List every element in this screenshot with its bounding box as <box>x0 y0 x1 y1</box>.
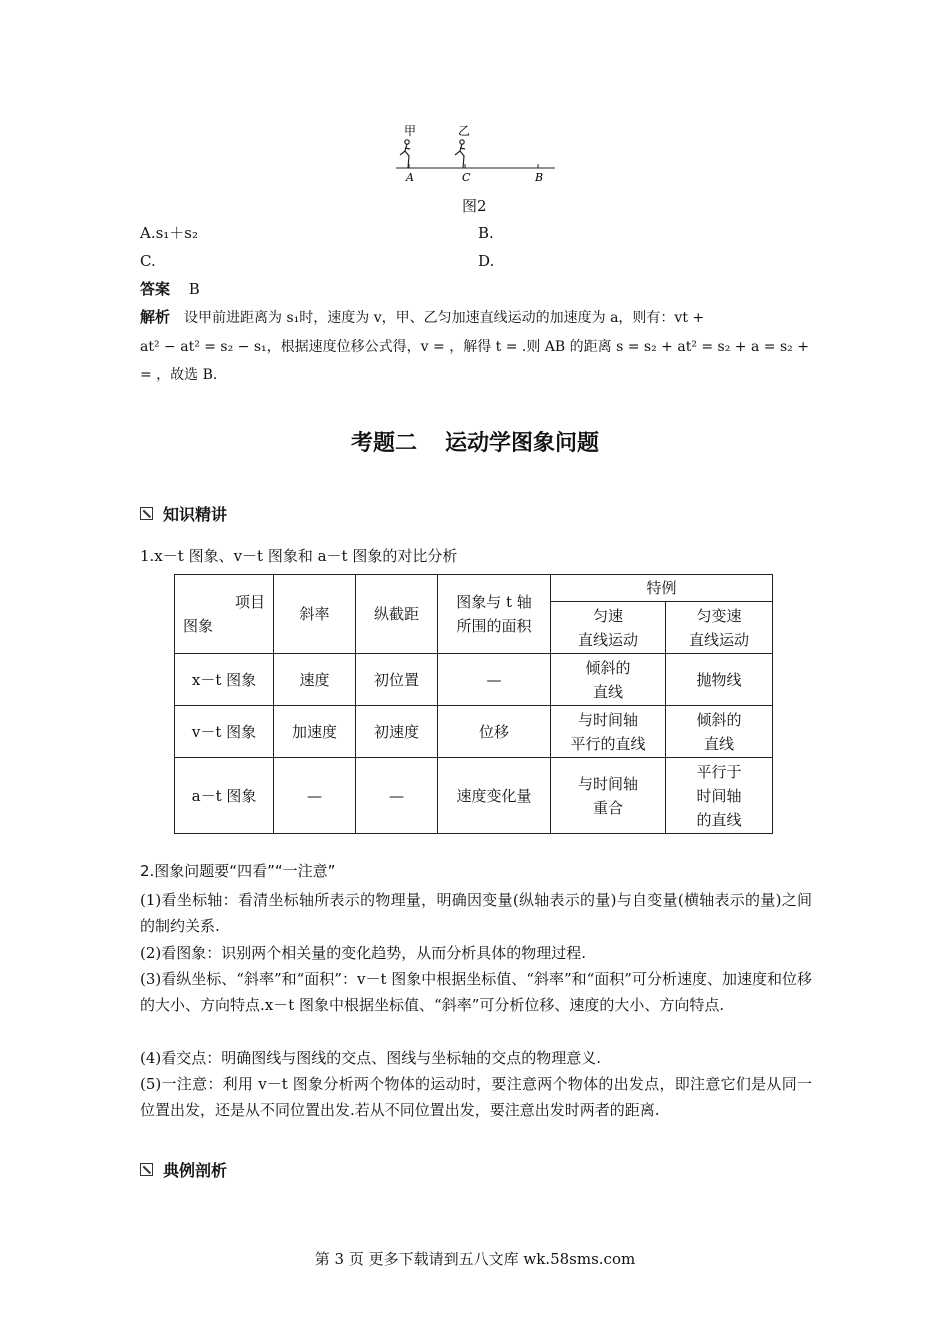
header-special: 特例 <box>551 575 773 602</box>
row-slope: 加速度 <box>274 706 356 758</box>
table-row <box>175 706 773 758</box>
row-uniform <box>551 654 666 706</box>
section-name: 运动学图象问题 <box>445 431 600 456</box>
item2-point-5: (5)一注意：利用 v－t 图象分析两个物体的运动时，要注意两个物体的出发点，即注意它们是从同一位置出发，还是从不同位置出发.若从不同位置出发，要注意出发时两者的距离. <box>140 1075 812 1119</box>
option-a: A.s₁＋s₂ <box>140 224 199 242</box>
analysis-label: 解析 <box>140 308 171 326</box>
item1-title: 1.x－t 图象、v－t 图象和 a－t 图象的对比分析 <box>140 547 458 565</box>
cell-line: 时间轴 <box>696 786 742 805</box>
analysis-line-2: at² − at² = s₂ − s₁，根据速度位移公式得，v = ，解得 t = .则 AB 的距离 s = s₂ + at² = s₂ + a = s₂ + <box>140 339 809 355</box>
row-intercept: 初速度 <box>356 706 438 758</box>
header-uniform <box>551 602 666 654</box>
row-uniform <box>551 706 666 758</box>
analysis-text-1: 设甲前进距离为 s₁时，速度为 v，甲、乙匀加速直线运动的加速度为 a，则有：vt + <box>184 310 705 326</box>
option-b: B. <box>478 224 494 242</box>
option-d: D. <box>478 252 495 270</box>
item2-point-4: (4)看交点：明确图线与图线的交点、图线与坐标轴的交点的物理意义. <box>140 1049 602 1067</box>
item2-title: 2.图象问题要“四看”“一注意” <box>140 862 336 880</box>
corner-top: 项目 <box>234 593 265 611</box>
knowledge-heading <box>140 502 227 525</box>
knowledge-heading-text: 知识精讲 <box>163 505 228 524</box>
section-marker-icon <box>140 1163 153 1176</box>
corner-bottom: 图象 <box>183 617 214 635</box>
cell-line: 抛物线 <box>696 670 742 689</box>
row-accel <box>666 706 773 758</box>
motion-diagram <box>390 122 565 186</box>
table-row <box>175 654 773 706</box>
answer-label: 答案 <box>140 280 171 298</box>
row-slope: 速度 <box>274 654 356 706</box>
comparison-table <box>174 574 773 834</box>
item2-point-3: (3)看纵坐标、“斜率”和“面积”：v－t 图象中根据坐标值、“斜率”和“面积”可分析速度、加速度和位移的大小、方向特点.x－t 图象中根据坐标值、“斜率”可分析位移、速度的大小、方向特点. <box>140 970 812 1014</box>
figure-caption: 图2 <box>462 197 487 215</box>
analysis-line-1 <box>140 306 704 329</box>
header-intercept: 纵截距 <box>356 575 438 654</box>
row-uniform <box>551 758 666 834</box>
label-yi: 乙 <box>458 124 471 138</box>
item2-point-1: (1)看坐标轴：看清坐标轴所表示的物理量，明确因变量(纵轴表示的量)与自变量(横轴表示的量)之间的制约关系. <box>140 891 812 935</box>
cell-line: 重合 <box>592 798 623 817</box>
runner-yi-icon <box>455 140 465 168</box>
header-accel <box>666 602 773 654</box>
cell-line: 倾斜的 <box>696 710 742 729</box>
runner-jia-icon <box>400 140 410 168</box>
header-uniform-line-1: 匀速 <box>592 606 623 625</box>
row-area: 位移 <box>438 706 551 758</box>
item2-point-2: (2)看图象：识别两个相关量的变化趋势，从而分析具体的物理过程. <box>140 944 587 962</box>
page-footer: 第 3 页 更多下载请到五八文库 wk.58sms.com <box>314 1250 636 1268</box>
cell-line: 平行的直线 <box>570 734 646 753</box>
analysis-line-3: = ，故选 B. <box>140 367 218 383</box>
cell-line: 与时间轴 <box>577 774 638 793</box>
header-accel-line-1: 匀变速 <box>696 606 742 625</box>
row-name: x－t 图象 <box>175 654 274 706</box>
point-a: A <box>406 171 414 184</box>
header-area-line-2: 所围的面积 <box>456 617 532 635</box>
cell-line: 平行于 <box>696 762 742 781</box>
point-b: B <box>535 171 544 184</box>
section-title <box>0 426 950 457</box>
table-row <box>175 758 773 834</box>
section-number: 考题二 <box>350 431 417 456</box>
row-intercept: — <box>356 758 438 834</box>
row-accel <box>666 758 773 834</box>
cell-line: 直线 <box>592 682 623 701</box>
answer-value: B <box>188 280 200 298</box>
examples-heading-text: 典例剖析 <box>163 1161 228 1180</box>
figure-2 <box>390 122 565 186</box>
cell-line: 与时间轴 <box>577 710 638 729</box>
row-slope: — <box>274 758 356 834</box>
row-name: v－t 图象 <box>175 706 274 758</box>
cell-line: 的直线 <box>696 810 742 829</box>
row-intercept: 初位置 <box>356 654 438 706</box>
header-area-line-1: 图象与 t 轴 <box>456 593 532 611</box>
header-uniform-line-2: 直线运动 <box>577 630 638 649</box>
row-accel <box>666 654 773 706</box>
row-area: — <box>438 654 551 706</box>
option-c: C. <box>140 252 156 270</box>
label-jia: 甲 <box>404 124 417 138</box>
cell-line: 直线 <box>703 734 734 753</box>
section-marker-icon <box>140 507 153 520</box>
header-accel-line-2: 直线运动 <box>688 630 749 649</box>
header-area <box>438 575 551 654</box>
row-area: 速度变化量 <box>438 758 551 834</box>
point-c: C <box>462 171 471 184</box>
table-corner <box>175 575 274 654</box>
cell-line: 倾斜的 <box>585 658 631 677</box>
answer-line <box>140 278 200 300</box>
row-name: a－t 图象 <box>175 758 274 834</box>
examples-heading <box>140 1158 227 1181</box>
header-slope: 斜率 <box>274 575 356 654</box>
